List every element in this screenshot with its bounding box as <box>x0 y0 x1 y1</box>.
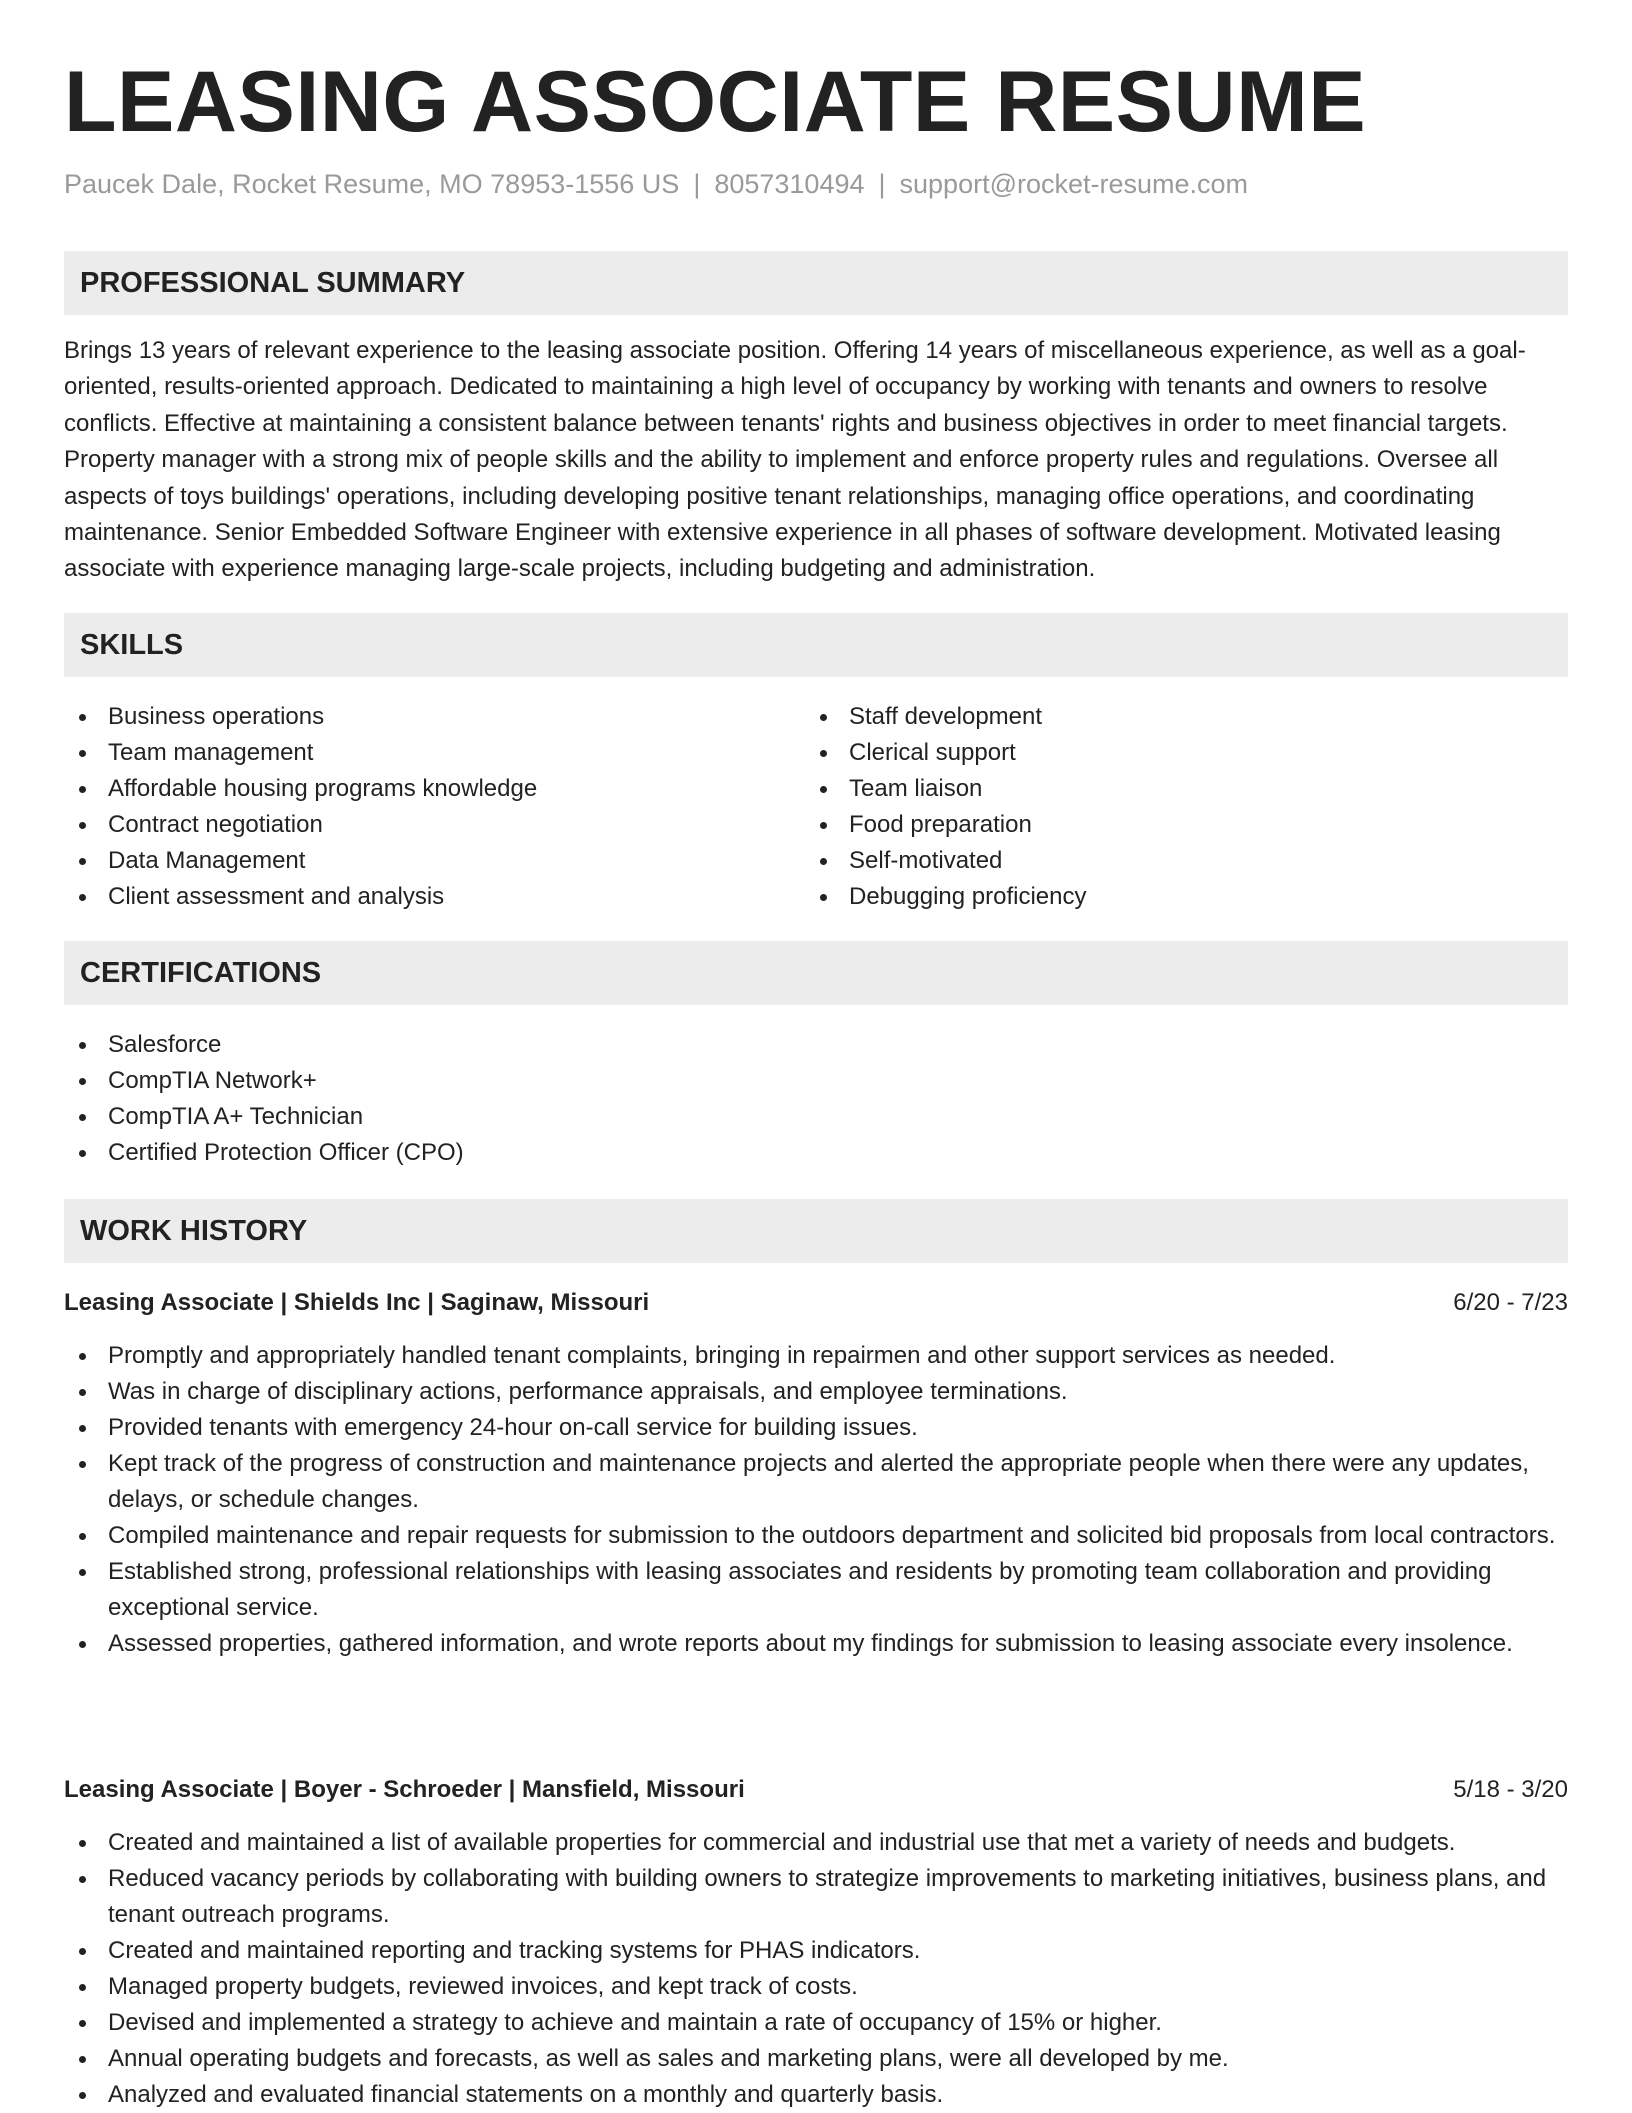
contact-separator: | <box>878 169 886 199</box>
job-header <box>64 1285 1568 1321</box>
skill-item: Team management <box>64 735 804 771</box>
job-bullet: Annual operating budgets and forecasts, as well as sales and marketing plans, were all developed by me. <box>64 2041 1568 2077</box>
skills-list-left <box>64 699 804 915</box>
contact-line <box>64 166 1248 202</box>
job-title: Leasing Associate | Boyer - Schroeder | Mansfield, Missouri <box>64 1776 745 1803</box>
job-header <box>64 1772 1568 1808</box>
skill-item: Staff development <box>805 699 1545 735</box>
skill-item: Data Management <box>64 843 804 879</box>
certifications-list <box>64 1027 1568 1171</box>
skill-item: Client assessment and analysis <box>64 879 804 915</box>
contact-phone: 8057310494 <box>714 169 865 199</box>
certification-item: Salesforce <box>64 1027 1568 1063</box>
skill-item: Food preparation <box>805 807 1545 843</box>
job-bullet: Compiled maintenance and repair requests for submission to the outdoors department and solicited bid proposals from local contractors. <box>64 1518 1568 1554</box>
section-header-certifications: CERTIFICATIONS <box>64 941 1568 1005</box>
skill-item: Clerical support <box>805 735 1545 771</box>
summary-text: Brings 13 years of relevant experience to the leasing associate position. Offering 14 years of miscellaneous experience, as well as a goal-oriented, results-oriented approach. Dedicated to maintaining a high level of occupancy by working with tenants and owners to resolve conflicts. Effective at maintaining a consistent balance between tenants' rights and business objectives in order to meet financial targets. Property manager with a strong mix of people skills and the ability to implement and enforce property rules and regulations. Oversee all aspects of toys buildings' operations, including developing positive tenant relationships, managing office operations, and coordinating maintenance. Senior Embedded Software Engineer with extensive experience in all phases of software development. Motivated leasing associate with experience managing large-scale projects, including budgeting and administration. <box>64 337 1526 583</box>
job-bullet: Kept track of the progress of construction and maintenance projects and alerted the appropriate people when there were any updates, delays, or schedule changes. <box>64 1446 1568 1518</box>
certification-item: CompTIA A+ Technician <box>64 1099 1568 1135</box>
job-bullet: Created and maintained a list of available properties for commercial and industrial use that met a variety of needs and budgets. <box>64 1825 1568 1861</box>
job-bullet: Established strong, professional relationships with leasing associates and residents by promoting team collaboration and providing exceptional service. <box>64 1554 1568 1626</box>
job-bullets <box>64 1338 1568 1662</box>
job-dates: 6/20 - 7/23 <box>1453 1289 1568 1316</box>
contact-email: support@rocket-resume.com <box>899 169 1249 199</box>
job-bullets <box>64 1825 1568 2113</box>
skill-item: Debugging proficiency <box>805 879 1545 915</box>
job-title: Leasing Associate | Shields Inc | Saginaw, Missouri <box>64 1289 650 1316</box>
skill-item: Team liaison <box>805 771 1545 807</box>
resume-title: LEASING ASSOCIATE RESUME <box>64 54 1367 150</box>
skill-item: Self-motivated <box>805 843 1545 879</box>
contact-address: Paucek Dale, Rocket Resume, MO 78953-1556 US <box>64 169 680 199</box>
skill-item: Affordable housing programs knowledge <box>64 771 804 807</box>
section-header-summary: PROFESSIONAL SUMMARY <box>64 251 1568 315</box>
job-bullet: Provided tenants with emergency 24-hour on-call service for building issues. <box>64 1410 1568 1446</box>
section-header-skills: SKILLS <box>64 613 1568 677</box>
certification-item: Certified Protection Officer (CPO) <box>64 1135 1568 1171</box>
job-bullet: Devised and implemented a strategy to achieve and maintain a rate of occupancy of 15% or higher. <box>64 2005 1568 2041</box>
job-bullet: Assessed properties, gathered information, and wrote reports about my findings for submission to leasing associate every insolence. <box>64 1626 1568 1662</box>
contact-separator: | <box>693 169 701 199</box>
certification-item: CompTIA Network+ <box>64 1063 1568 1099</box>
skill-item: Business operations <box>64 699 804 735</box>
job-bullet: Analyzed and evaluated financial statements on a monthly and quarterly basis. <box>64 2077 1568 2113</box>
job-bullet: Managed property budgets, reviewed invoices, and kept track of costs. <box>64 1969 1568 2005</box>
skill-item: Contract negotiation <box>64 807 804 843</box>
skills-list-right <box>805 699 1545 915</box>
job-dates: 5/18 - 3/20 <box>1453 1776 1568 1803</box>
job-bullet: Reduced vacancy periods by collaborating with building owners to strategize improvements to marketing initiatives, business plans, and tenant outreach programs. <box>64 1861 1568 1933</box>
job-bullet: Promptly and appropriately handled tenant complaints, bringing in repairmen and other support services as needed. <box>64 1338 1568 1374</box>
section-header-work-history: WORK HISTORY <box>64 1199 1568 1263</box>
job-bullet: Was in charge of disciplinary actions, performance appraisals, and employee terminations. <box>64 1374 1568 1410</box>
job-bullet: Created and maintained reporting and tracking systems for PHAS indicators. <box>64 1933 1568 1969</box>
